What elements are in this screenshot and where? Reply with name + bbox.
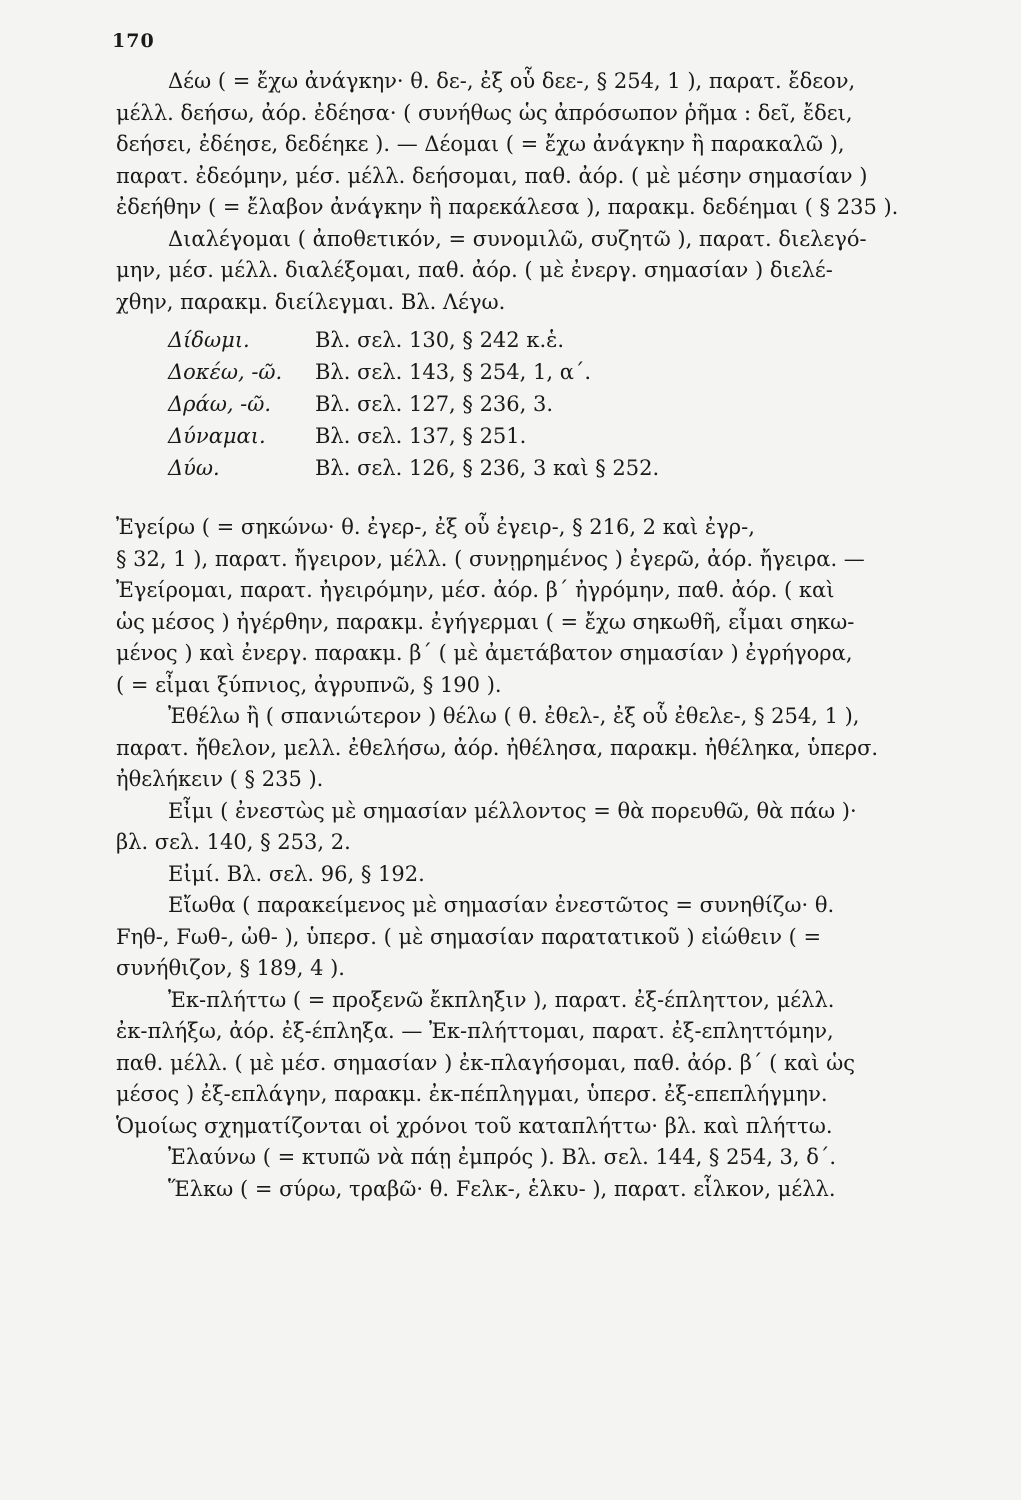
text-line: Εἶμι ( ἐνεστὼς μὲ σημασίαν μέλλοντος = θὰ πορευθῶ, θὰ πάω )· (168, 798, 857, 823)
text-line: ( = εἶμαι ξύπνιος, ἀγρυπνῶ, § 190 ). (116, 672, 502, 697)
entries-delta (116, 66, 934, 318)
text-line: μένος ) καὶ ἐνεργ. παρακμ. β΄ ( μὲ ἀμετάβατον σημασίαν ) ἐγρήγορα, (116, 641, 853, 665)
text-line: παρατ. ἐδεόμην, μέσ. μέλλ. δεήσομαι, παθ. ἀόρ. ( μὲ μέσην σημασίαν ) (116, 163, 868, 188)
text-line: συνήθιζον, § 189, 4 ). (116, 956, 345, 980)
text-line: χθην, παρακμ. διείλεγμαι. Βλ. Λέγω. (116, 289, 506, 314)
text-line: Εἴωθα ( παρακείμενος μὲ σημασίαν ἐνεστῶτος = συνηθίζω· θ. (168, 893, 835, 917)
text-line: Εἰμί. Βλ. σελ. 96, § 192. (168, 861, 425, 886)
text-line: ἐδεήθην ( = ἔλαβον ἀνάγκην ἢ παρεκάλεσα ), παρακμ. δεδέημαι ( § 235 ). (116, 195, 899, 219)
text-line: παρατ. ἤθελον, μελλ. ἐθελήσω, ἀόρ. ἠθέλησα, παρακμ. ἠθέληκα, ὑπερσ. (116, 735, 879, 760)
text-line: Ἐγείρομαι, παρατ. ἠγειρόμην, μέσ. ἀόρ. β΄ ἠγρόμην, παθ. ἀόρ. ( καὶ (116, 578, 835, 602)
reference-entry (116, 452, 934, 484)
text-line: Ὁμοίως σχηματίζονται οἱ χρόνοι τοῦ καταπλήττω· βλ. καὶ πλήττω. (116, 1113, 833, 1138)
page-number: 170 (112, 30, 155, 52)
text-line: παθ. μέλλ. ( μὲ μέσ. σημασίαν ) ἐκ-πλαγήσομαι, παθ. ἀόρ. β΄ ( καὶ ὡς (116, 1050, 856, 1075)
reference-entry (116, 356, 934, 388)
reference-text: Βλ. σελ. 130, § 242 κ.ἑ. (315, 328, 565, 352)
body-text (116, 66, 934, 1205)
text-line: Ἕλκω ( = σύρω, τραβῶ· θ. Fελκ-, ἑλκυ- ), παρατ. εἷλκον, μέλλ. (168, 1176, 836, 1201)
cross-reference-list (116, 324, 934, 484)
text-line: Ἐλαύνω ( = κτυπῶ νὰ πάῃ ἐμπρός ). Βλ. σελ. 144, § 254, 3, δ΄. (168, 1145, 837, 1169)
text-line: δεήσει, ἐδέησε, δεδέηκε ). — Δέομαι ( = ἔχω ἀνάγκην ἢ παρακαλῶ ), (116, 132, 845, 156)
text-line: Ἐγείρω ( = σηκώνω· θ. ἐγερ-, ἐξ οὗ ἐγειρ-, § 216, 2 καὶ ἐγρ-, (116, 515, 755, 539)
entries-epsilon (116, 512, 934, 1205)
text-line: Δέω ( = ἔχω ἀνάγκην· θ. δε-, ἐξ οὗ δεε-, § 254, 1 ), παρατ. ἔδεον, (168, 69, 856, 93)
reference-text: Βλ. σελ. 137, § 251. (315, 424, 527, 448)
reference-entry (116, 324, 934, 356)
text-line: βλ. σελ. 140, § 253, 2. (116, 830, 351, 854)
text-line: § 32, 1 ), παρατ. ἤγειρον, μέλλ. ( συνῃρημένος ) ἐγερῶ, ἀόρ. ἤγειρα. — (116, 546, 865, 571)
text-line: Fηθ-, Fωθ-, ὠθ- ), ὑπερσ. ( μὲ σημασίαν παρατατικοῦ ) εἰώθειν ( = (116, 924, 822, 949)
text-line: ἠθελήκειν ( § 235 ). (116, 767, 324, 791)
reference-entry (116, 388, 934, 420)
reference-headword: Δράω, -ῶ. (168, 392, 272, 416)
text-line: Ἐθέλω ἢ ( σπανιώτερον ) θέλω ( θ. ἐθελ-, ἐξ οὗ ἐθελε-, § 254, 1 ), (168, 704, 860, 728)
reference-text: Βλ. σελ. 143, § 254, 1, α΄. (315, 360, 592, 384)
reference-entry (116, 420, 934, 452)
text-line: Ἐκ-πλήττω ( = προξενῶ ἔκπληξιν ), παρατ. ἐξ-έπληττον, μέλλ. (168, 987, 835, 1012)
text-line: μέλλ. δεήσω, ἀόρ. ἐδέησα· ( συνήθως ὡς ἀπρόσωπον ῥῆμα : δεῖ, ἔδει, (116, 100, 853, 125)
text-line: μην, μέσ. μέλλ. διαλέξομαι, παθ. ἀόρ. ( μὲ ἐνεργ. σημασίαν ) διελέ- (116, 258, 833, 282)
text-line: ὡς μέσος ) ἠγέρθην, παρακμ. ἐγήγερμαι ( = ἔχω σηκωθῆ, εἶμαι σηκω- (116, 609, 855, 634)
reference-headword: Δίδωμι. (168, 328, 250, 352)
text-line: μέσος ) ἐξ-επλάγην, παρακμ. ἐκ-πέπληγμαι, ὑπερσ. ἐξ-επεπλήγμην. (116, 1082, 828, 1106)
reference-text: Βλ. σελ. 127, § 236, 3. (315, 392, 554, 416)
reference-headword: Δοκέω, -ῶ. (168, 360, 283, 384)
text-line: Διαλέγομαι ( ἀποθετικόν, = συνομιλῶ, συζητῶ ), παρατ. διελεγό- (168, 226, 867, 251)
reference-headword: Δύω. (168, 456, 220, 480)
reference-text: Βλ. σελ. 126, § 236, 3 καὶ § 252. (315, 456, 660, 480)
text-line: ἐκ-πλήξω, ἀόρ. ἐξ-έπληξα. — Ἐκ-πλήττομαι, παρατ. ἐξ-επληττόμην, (116, 1019, 834, 1043)
reference-headword: Δύναμαι. (168, 424, 266, 448)
